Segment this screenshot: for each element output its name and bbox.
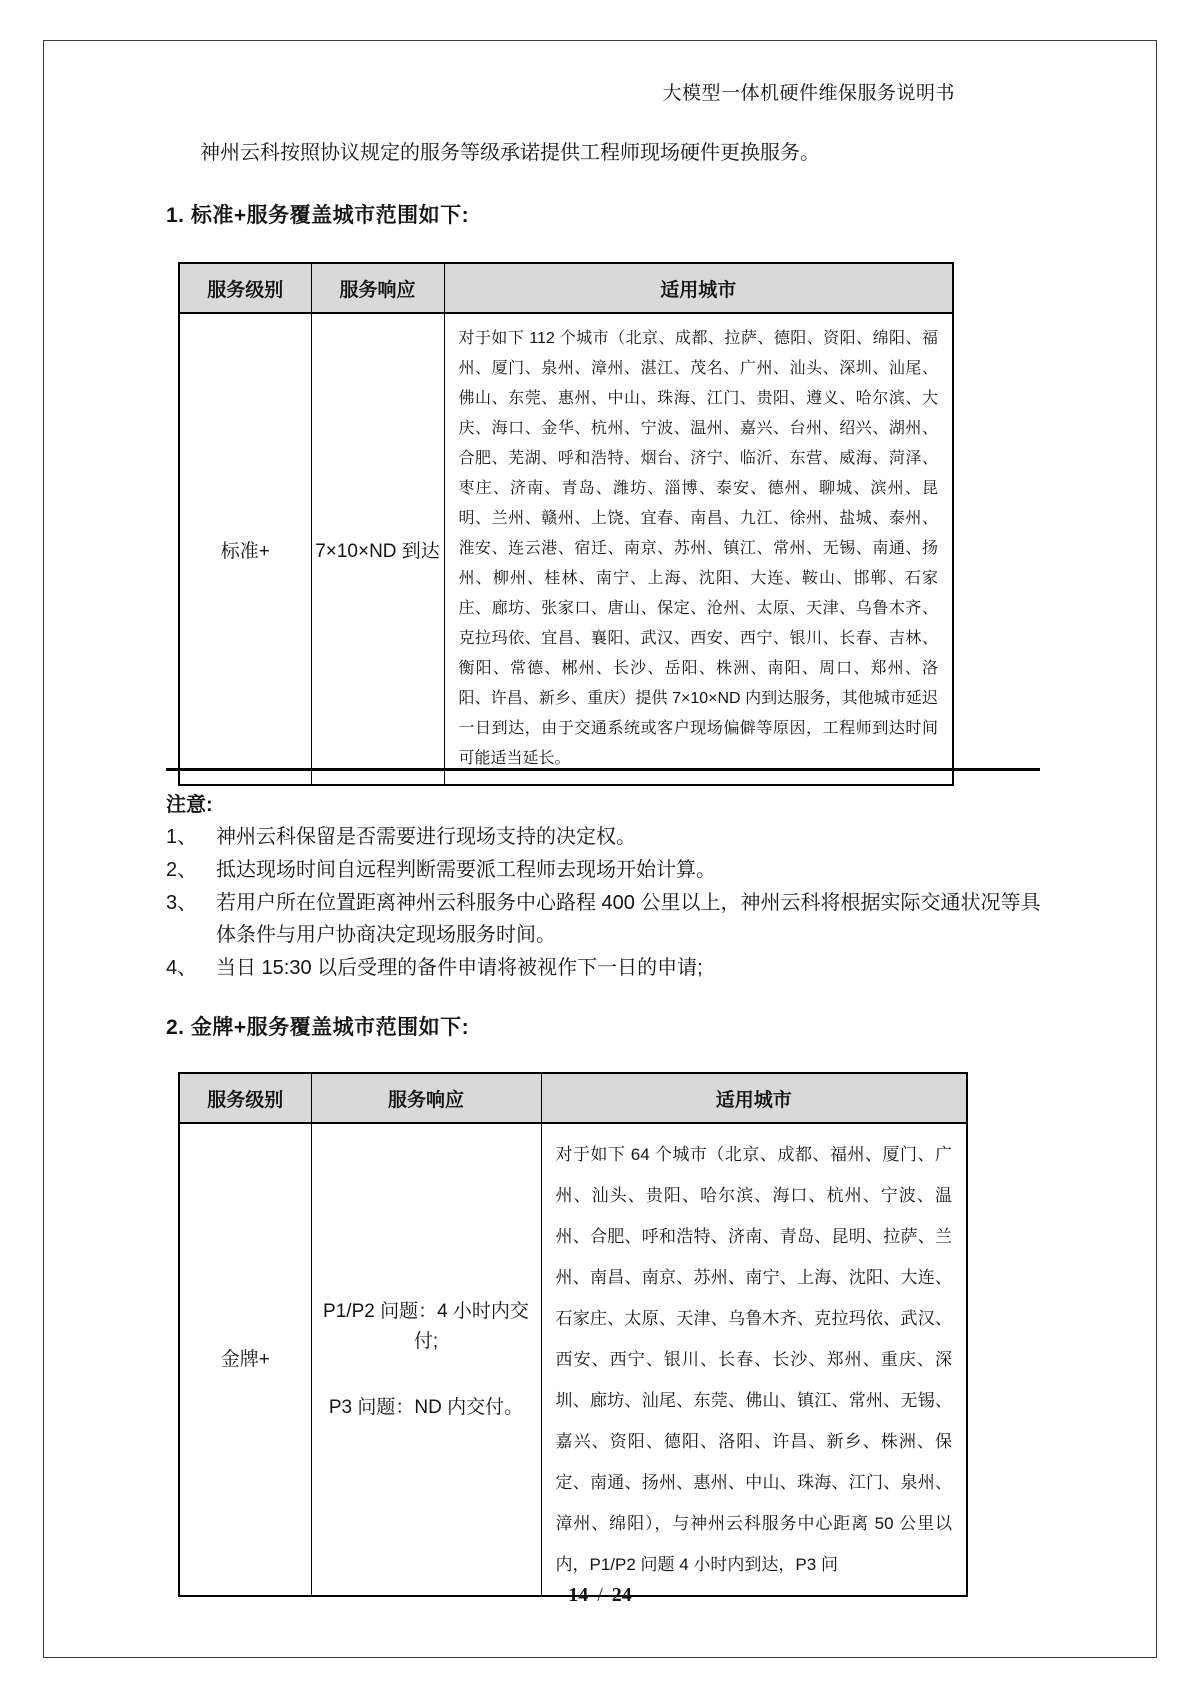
service-level-cell: 标准+ <box>179 313 311 785</box>
note-text: 神州云科保留是否需要进行现场支持的决定权。 <box>216 826 636 848</box>
note-number: 3、 <box>166 892 198 914</box>
note-item-1 <box>166 821 1044 853</box>
response-p3: P3 问题：ND 内交付。 <box>328 1396 524 1418</box>
page-footer <box>0 1584 1200 1607</box>
notice-label: 注意: <box>166 794 213 816</box>
column-header-service-response: 服务响应 <box>311 263 444 313</box>
section-1-heading: 1. 标准+服务覆盖城市范围如下: <box>166 204 470 227</box>
table-header-row <box>179 1073 967 1123</box>
document-title-header: 大模型一体机硬件维保服务说明书 <box>662 83 955 104</box>
note-item-3 <box>166 887 1044 951</box>
note-text: 当日 15:30 以后受理的备件申请将被视作下一日的申请; <box>216 957 703 979</box>
column-header-service-level: 服务级别 <box>179 1073 311 1123</box>
gold-service-table <box>178 1072 968 1597</box>
applicable-cities-cell: 对于如下 112 个城市（北京、成都、拉萨、德阳、资阳、绵阳、福州、厦门、泉州、漳州、湛江、茂名、广州、汕头、深圳、汕尾、佛山、东莞、惠州、中山、珠海、江门、贵阳、遵义、哈尔滨、大庆、海口、金华、杭州、宁波、温州、嘉兴、台州、绍兴、湖州、合肥、芜湖、呼和浩特、烟台、济宁、临沂、东营、威海、菏泽、枣庄、济南、青岛、潍坊、淄博、泰安、德州、聊城、滨州、昆明、兰州、赣州、上饶、宜春、南昌、九江、徐州、盐城、泰州、淮安、连云港、宿迁、南京、苏州、镇江、常州、无锡、南通、扬州、柳州、桂林、南宁、上海、沈阳、大连、鞍山、邯郸、石家庄、廊坊、张家口、唐山、保定、沧州、太原、天津、乌鲁木齐、克拉玛依、宜昌、襄阳、武汉、西安、西宁、银川、长春、吉林、衡阳、常德、郴州、长沙、岳阳、株洲、南阳、周口、郑州、洛阳、许昌、新乡、重庆）提供 7×10×ND 内到达服务，其他城市延迟一日到达，由于交通系统或客户现场偏僻等原因，工程师到达时间可能适当延长。 <box>444 313 953 785</box>
notes-list <box>166 821 1044 985</box>
section-divider-rule <box>166 768 1040 771</box>
note-number: 1、 <box>166 826 198 848</box>
table-header-row <box>179 263 953 313</box>
table-row <box>179 313 953 785</box>
service-response-cell: 7×10×ND 到达 <box>311 313 444 785</box>
note-number: 2、 <box>166 859 198 881</box>
page-number-separator: / <box>597 1584 603 1606</box>
page-total: 24 <box>611 1584 632 1606</box>
standard-service-table <box>178 262 954 786</box>
note-number: 4、 <box>166 957 198 979</box>
column-header-applicable-cities: 适用城市 <box>541 1073 967 1123</box>
intro-paragraph: 神州云科按照协议规定的服务等级承诺提供工程师现场硬件更换服务。 <box>200 142 820 164</box>
column-header-service-level: 服务级别 <box>179 263 311 313</box>
column-header-service-response: 服务响应 <box>311 1073 541 1123</box>
applicable-cities-cell: 对于如下 64 个城市（北京、成都、福州、厦门、广州、汕头、贵阳、哈尔滨、海口、杭州、宁波、温州、合肥、呼和浩特、济南、青岛、昆明、拉萨、兰州、南昌、南京、苏州、南宁、上海、沈阳、大连、石家庄、太原、天津、乌鲁木齐、克拉玛依、武汉、西安、西宁、银川、长春、长沙、郑州、重庆、深圳、廊坊、汕尾、东莞、佛山、镇江、常州、无锡、嘉兴、资阳、德阳、洛阳、许昌、新乡、株洲、保定、南通、扬州、惠州、中山、珠海、江门、泉州、漳州、绵阳），与神州云科服务中心距离 50 公里以内，P1/P2 问题 4 小时内到达，P3 问 <box>541 1123 967 1596</box>
note-text: 抵达现场时间自远程判断需要派工程师去现场开始计算。 <box>216 859 716 881</box>
response-p1p2: P1/P2 问题：4 小时内交付; <box>323 1300 529 1352</box>
note-item-4 <box>166 952 1044 984</box>
note-item-2 <box>166 854 1044 886</box>
section-2-heading: 2. 金牌+服务覆盖城市范围如下: <box>166 1016 470 1039</box>
service-response-cell <box>311 1123 541 1596</box>
column-header-applicable-cities: 适用城市 <box>444 263 953 313</box>
page-number: 14 <box>568 1584 589 1606</box>
note-text: 若用户所在位置距离神州云科服务中心路程 400 公里以上，神州云科将根据实际交通状况等具体条件与用户协商决定现场服务时间。 <box>216 892 1041 946</box>
table-row <box>179 1123 967 1596</box>
service-level-cell: 金牌+ <box>179 1123 311 1596</box>
